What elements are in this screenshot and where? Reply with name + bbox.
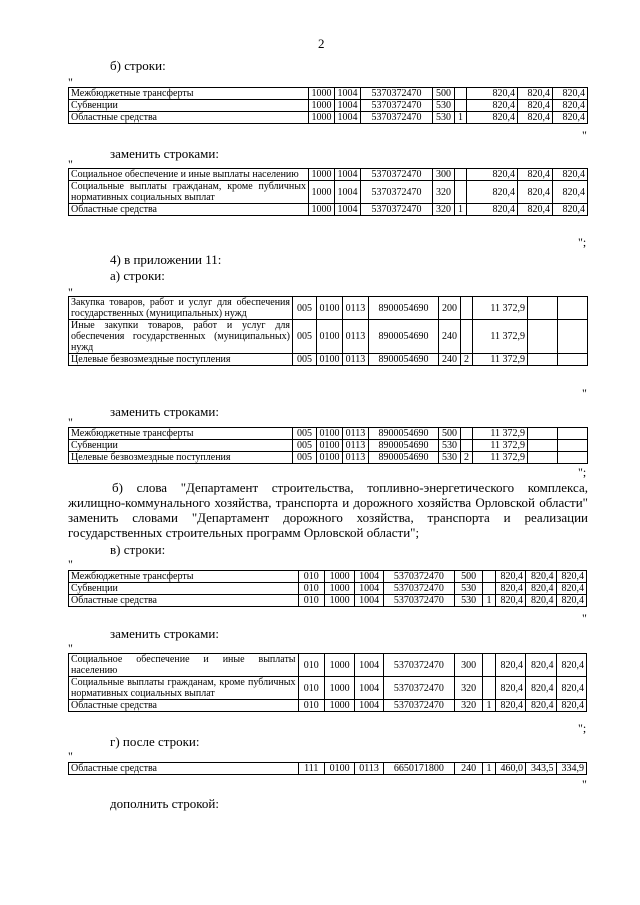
row-value-cell xyxy=(461,297,473,320)
row-value-cell xyxy=(528,354,558,366)
replace-heading-2: заменить строками: xyxy=(110,404,219,419)
row-value-cell xyxy=(558,354,588,366)
row-value-cell: 1 xyxy=(483,595,495,607)
row-value-cell: 0100 xyxy=(317,354,343,366)
row-value-cell: 240 xyxy=(454,763,482,775)
row-name-cell: Социальное обеспечение и иные выплаты населению xyxy=(69,169,309,181)
row-value-cell: 1004 xyxy=(355,700,383,712)
row-value-cell: 1 xyxy=(455,112,467,124)
row-value-cell: 820,4 xyxy=(553,169,588,181)
page-number: 2 xyxy=(318,36,325,51)
row-value-cell: 820,4 xyxy=(556,571,587,583)
row-value-cell: 820,4 xyxy=(553,181,588,204)
row-value-cell: 005 xyxy=(293,440,317,452)
row-value-cell xyxy=(528,297,558,320)
table-a-rows xyxy=(68,296,588,366)
row-value-cell: 0100 xyxy=(324,763,354,775)
row-value-cell xyxy=(461,428,473,440)
row-value-cell: 1004 xyxy=(355,595,383,607)
section-v-heading: в) строки: xyxy=(110,542,166,557)
row-value-cell: 1000 xyxy=(309,112,335,124)
row-value-cell: 5370372470 xyxy=(361,88,433,100)
row-value-cell: 1000 xyxy=(324,583,354,595)
row-value-cell xyxy=(483,654,495,677)
quote-close: " xyxy=(582,386,587,400)
quote-close-semicolon: "; xyxy=(578,721,587,735)
row-value-cell xyxy=(528,440,558,452)
row-name-cell: Иные закупки товаров, работ и услуг для обеспечения государственных (муниципальных) нужд xyxy=(69,320,293,354)
row-value-cell: 1004 xyxy=(335,100,361,112)
row-value-cell: 820,4 xyxy=(495,677,525,700)
table-row xyxy=(69,204,588,216)
quote-open: " xyxy=(68,285,73,299)
row-value-cell: 820,4 xyxy=(518,112,553,124)
row-value-cell: 005 xyxy=(293,354,317,366)
row-value-cell: 820,4 xyxy=(556,595,587,607)
point-4: 4) в приложении 11: xyxy=(110,252,222,267)
row-value-cell: 1000 xyxy=(324,654,354,677)
row-name-cell: Межбюджетные трансферты xyxy=(69,428,293,440)
row-value-cell: 1000 xyxy=(324,700,354,712)
table-row xyxy=(69,595,587,607)
row-name-cell: Межбюджетные трансферты xyxy=(69,571,299,583)
row-value-cell: 5370372470 xyxy=(361,100,433,112)
row-value-cell xyxy=(528,452,558,464)
row-name-cell: Субвенции xyxy=(69,440,293,452)
row-value-cell: 1004 xyxy=(335,88,361,100)
row-value-cell xyxy=(455,169,467,181)
row-value-cell: 320 xyxy=(454,700,482,712)
row-value-cell: 0100 xyxy=(317,440,343,452)
section-a-heading: а) строки: xyxy=(110,268,165,283)
table-b-replace xyxy=(68,168,588,216)
row-value-cell: 820,4 xyxy=(467,112,518,124)
quote-open: " xyxy=(68,557,73,571)
row-value-cell: 820,4 xyxy=(518,169,553,181)
row-value-cell: 1000 xyxy=(324,677,354,700)
row-value-cell: 8900054690 xyxy=(369,440,439,452)
row-value-cell: 820,4 xyxy=(553,88,588,100)
quote-open: " xyxy=(68,641,73,655)
row-value-cell: 5370372470 xyxy=(361,112,433,124)
table-row xyxy=(69,571,587,583)
row-value-cell: 820,4 xyxy=(526,583,556,595)
quote-close: " xyxy=(582,128,587,142)
row-name-cell: Областные средства xyxy=(69,595,299,607)
row-value-cell: 320 xyxy=(454,677,482,700)
row-value-cell: 1004 xyxy=(355,571,383,583)
row-value-cell: 530 xyxy=(454,583,482,595)
table-v-replace xyxy=(68,653,587,712)
table-row xyxy=(69,297,588,320)
row-name-cell: Целевые безвозмездные поступления xyxy=(69,452,293,464)
row-value-cell: 530 xyxy=(454,595,482,607)
row-value-cell: 11 372,9 xyxy=(473,354,528,366)
row-value-cell: 1000 xyxy=(309,204,335,216)
table-row xyxy=(69,112,588,124)
row-value-cell xyxy=(558,297,588,320)
row-name-cell: Социальное обеспечение и иные выплаты населению xyxy=(69,654,299,677)
row-value-cell: 820,4 xyxy=(467,204,518,216)
quote-open: " xyxy=(68,415,73,429)
row-value-cell: 300 xyxy=(433,169,455,181)
replace-heading-3: заменить строками: xyxy=(110,626,219,641)
row-value-cell: 005 xyxy=(293,320,317,354)
row-value-cell: 820,4 xyxy=(526,595,556,607)
quote-close-semicolon: "; xyxy=(578,235,587,249)
row-value-cell: 11 372,9 xyxy=(473,452,528,464)
row-value-cell xyxy=(558,428,588,440)
row-value-cell: 334,9 xyxy=(556,763,587,775)
row-value-cell: 5370372470 xyxy=(361,204,433,216)
row-name-cell: Межбюджетные трансферты xyxy=(69,88,309,100)
row-value-cell: 530 xyxy=(433,112,455,124)
row-value-cell: 1000 xyxy=(324,571,354,583)
row-value-cell: 820,4 xyxy=(518,100,553,112)
row-value-cell: 0113 xyxy=(343,440,369,452)
row-value-cell: 820,4 xyxy=(518,204,553,216)
row-value-cell: 5370372470 xyxy=(383,583,454,595)
row-value-cell: 300 xyxy=(454,654,482,677)
row-value-cell: 111 xyxy=(298,763,324,775)
row-value-cell: 0113 xyxy=(343,297,369,320)
row-value-cell: 010 xyxy=(298,583,324,595)
row-value-cell: 820,4 xyxy=(467,88,518,100)
row-value-cell: 820,4 xyxy=(495,571,525,583)
row-name-cell: Субвенции xyxy=(69,100,309,112)
row-value-cell: 1004 xyxy=(355,654,383,677)
row-value-cell xyxy=(455,100,467,112)
row-value-cell: 5370372470 xyxy=(383,595,454,607)
row-value-cell: 820,4 xyxy=(518,88,553,100)
row-value-cell: 1004 xyxy=(335,169,361,181)
row-value-cell: 820,4 xyxy=(556,583,587,595)
row-value-cell: 820,4 xyxy=(467,169,518,181)
row-value-cell: 1004 xyxy=(335,204,361,216)
row-value-cell: 8900054690 xyxy=(369,354,439,366)
quote-open: " xyxy=(68,749,73,763)
row-value-cell: 200 xyxy=(439,297,461,320)
row-name-cell: Областные средства xyxy=(69,112,309,124)
row-name-cell: Социальные выплаты гражданам, кроме публичных нормативных социальных выплат xyxy=(69,677,299,700)
row-value-cell: 2 xyxy=(461,452,473,464)
row-value-cell: 010 xyxy=(298,677,324,700)
row-name-cell: Закупка товаров, работ и услуг для обеспечения государственных (муниципальных) нужд xyxy=(69,297,293,320)
table-row xyxy=(69,452,588,464)
table-row xyxy=(69,677,587,700)
table-g-row xyxy=(68,762,587,775)
row-value-cell: 500 xyxy=(439,428,461,440)
table-row xyxy=(69,181,588,204)
row-name-cell: Областные средства xyxy=(69,700,299,712)
row-name-cell: Социальные выплаты гражданам, кроме публичных нормативных социальных выплат xyxy=(69,181,309,204)
row-value-cell: 8900054690 xyxy=(369,320,439,354)
table-b-rows xyxy=(68,87,588,124)
row-value-cell: 1004 xyxy=(335,181,361,204)
row-value-cell: 5370372470 xyxy=(383,700,454,712)
quote-close: " xyxy=(582,777,587,791)
row-value-cell: 530 xyxy=(439,440,461,452)
row-value-cell: 010 xyxy=(298,571,324,583)
row-value-cell: 820,4 xyxy=(556,654,587,677)
row-value-cell: 500 xyxy=(454,571,482,583)
table-row xyxy=(69,100,588,112)
row-value-cell xyxy=(558,452,588,464)
row-value-cell: 1 xyxy=(483,700,495,712)
row-value-cell: 820,4 xyxy=(495,654,525,677)
row-name-cell: Субвенции xyxy=(69,583,299,595)
table-row xyxy=(69,320,588,354)
add-row-heading: дополнить строкой: xyxy=(110,796,219,811)
table-v-rows xyxy=(68,570,587,607)
row-value-cell: 11 372,9 xyxy=(473,440,528,452)
table-row xyxy=(69,654,587,677)
row-value-cell: 1000 xyxy=(309,100,335,112)
row-value-cell: 240 xyxy=(439,320,461,354)
table-row xyxy=(69,700,587,712)
row-name-cell: Областные средства xyxy=(69,763,299,775)
row-value-cell: 1 xyxy=(455,204,467,216)
row-value-cell: 820,4 xyxy=(495,595,525,607)
row-value-cell: 0113 xyxy=(343,354,369,366)
row-value-cell: 820,4 xyxy=(526,677,556,700)
row-value-cell: 820,4 xyxy=(556,677,587,700)
quote-close: " xyxy=(582,611,587,625)
row-value-cell: 0113 xyxy=(355,763,383,775)
row-value-cell: 500 xyxy=(433,88,455,100)
row-value-cell: 8900054690 xyxy=(369,428,439,440)
row-value-cell: 010 xyxy=(298,700,324,712)
row-value-cell xyxy=(483,583,495,595)
row-value-cell: 1000 xyxy=(309,169,335,181)
row-value-cell: 460,0 xyxy=(495,763,525,775)
row-value-cell: 1000 xyxy=(309,88,335,100)
table-row xyxy=(69,169,588,181)
row-value-cell: 320 xyxy=(433,181,455,204)
row-value-cell xyxy=(455,88,467,100)
row-value-cell: 820,4 xyxy=(556,700,587,712)
table-row xyxy=(69,440,588,452)
table-row xyxy=(69,763,587,775)
row-value-cell: 5370372470 xyxy=(383,677,454,700)
paragraph-b xyxy=(68,480,588,540)
table-row xyxy=(69,88,588,100)
row-value-cell: 343,5 xyxy=(526,763,556,775)
paragraph-b-line1: б) слова "Департамент строительства, топливно-энергетического комплекса, xyxy=(112,480,588,495)
row-value-cell xyxy=(461,440,473,452)
row-value-cell: 010 xyxy=(298,595,324,607)
row-value-cell xyxy=(558,320,588,354)
row-name-cell: Областные средства xyxy=(69,204,309,216)
quote-open: " xyxy=(68,157,73,171)
row-value-cell: 530 xyxy=(433,100,455,112)
row-value-cell: 0113 xyxy=(343,320,369,354)
row-value-cell: 820,4 xyxy=(553,204,588,216)
row-value-cell: 820,4 xyxy=(467,181,518,204)
row-value-cell: 5370372470 xyxy=(361,169,433,181)
row-value-cell: 010 xyxy=(298,654,324,677)
table-row xyxy=(69,428,588,440)
row-value-cell xyxy=(558,440,588,452)
row-value-cell: 005 xyxy=(293,297,317,320)
row-value-cell: 2 xyxy=(461,354,473,366)
row-value-cell: 1004 xyxy=(355,583,383,595)
table-row xyxy=(69,354,588,366)
row-value-cell: 1004 xyxy=(335,112,361,124)
row-value-cell: 820,4 xyxy=(553,112,588,124)
row-value-cell: 820,4 xyxy=(518,181,553,204)
row-value-cell: 0100 xyxy=(317,452,343,464)
row-value-cell: 530 xyxy=(439,452,461,464)
paragraph-b-line4: государственных строительных программ Орловской области"; xyxy=(68,525,420,540)
row-value-cell xyxy=(461,320,473,354)
row-value-cell: 0100 xyxy=(317,297,343,320)
row-value-cell: 8900054690 xyxy=(369,452,439,464)
row-value-cell: 820,4 xyxy=(467,100,518,112)
row-value-cell: 11 372,9 xyxy=(473,297,528,320)
row-value-cell: 005 xyxy=(293,452,317,464)
row-value-cell: 6650171800 xyxy=(383,763,454,775)
paragraph-b-line2: жилищно-коммунального хозяйства, транспорта и дорожного хозяйства Орловской области" xyxy=(68,495,588,510)
row-value-cell: 11 372,9 xyxy=(473,428,528,440)
quote-close-semicolon: "; xyxy=(578,465,587,479)
row-value-cell: 1000 xyxy=(324,595,354,607)
row-value-cell: 820,4 xyxy=(495,583,525,595)
section-b-heading: б) строки: xyxy=(110,58,166,73)
row-value-cell: 0100 xyxy=(317,320,343,354)
row-value-cell: 0113 xyxy=(343,428,369,440)
table-row xyxy=(69,583,587,595)
row-value-cell: 5370372470 xyxy=(383,654,454,677)
row-value-cell: 820,4 xyxy=(495,700,525,712)
row-value-cell: 5370372470 xyxy=(383,571,454,583)
row-value-cell: 5370372470 xyxy=(361,181,433,204)
table-a-replace xyxy=(68,427,588,464)
row-value-cell: 1004 xyxy=(355,677,383,700)
row-value-cell: 820,4 xyxy=(526,571,556,583)
row-value-cell xyxy=(455,181,467,204)
section-g-heading: г) после строки: xyxy=(110,734,200,749)
row-value-cell: 1 xyxy=(483,763,495,775)
row-value-cell xyxy=(483,677,495,700)
row-value-cell: 0100 xyxy=(317,428,343,440)
quote-open: " xyxy=(68,75,73,89)
row-name-cell: Целевые безвозмездные поступления xyxy=(69,354,293,366)
row-value-cell xyxy=(483,571,495,583)
replace-heading-1: заменить строками: xyxy=(110,146,219,161)
row-value-cell: 11 372,9 xyxy=(473,320,528,354)
row-value-cell: 8900054690 xyxy=(369,297,439,320)
row-value-cell xyxy=(528,428,558,440)
row-value-cell: 820,4 xyxy=(526,654,556,677)
row-value-cell: 820,4 xyxy=(553,100,588,112)
row-value-cell: 240 xyxy=(439,354,461,366)
row-value-cell: 005 xyxy=(293,428,317,440)
row-value-cell: 320 xyxy=(433,204,455,216)
paragraph-b-line3: заменить словами "Департамент дорожного хозяйства, транспорта и реализации xyxy=(68,510,588,525)
row-value-cell: 0113 xyxy=(343,452,369,464)
row-value-cell xyxy=(528,320,558,354)
row-value-cell: 1000 xyxy=(309,181,335,204)
row-value-cell: 820,4 xyxy=(526,700,556,712)
